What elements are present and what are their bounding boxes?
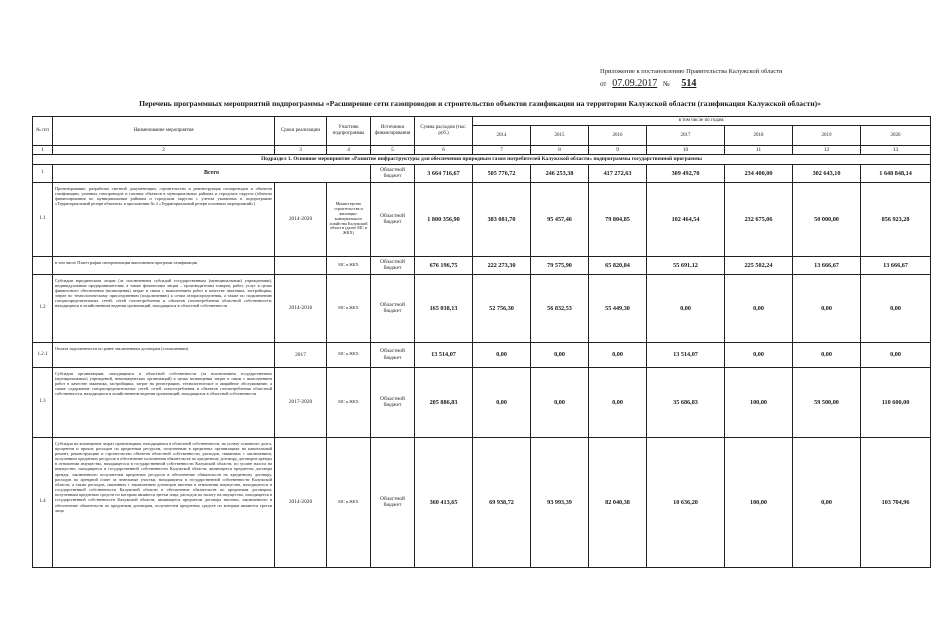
row-total: 3 664 716,67 bbox=[415, 164, 473, 182]
row-year-value: 102 464,54 bbox=[647, 182, 725, 256]
row-name: Оплата задолженности по ранее заключенным договорам (соглашениям) bbox=[53, 342, 275, 367]
row-year-value: 95 457,46 bbox=[531, 182, 589, 256]
row-year-value: 505 776,72 bbox=[473, 164, 531, 182]
row-participant: МС и ЖКХ bbox=[327, 274, 371, 342]
column-index: 9 bbox=[589, 146, 647, 155]
column-index: 3 bbox=[275, 146, 327, 155]
header-num: № п/п bbox=[33, 117, 53, 146]
row-num: 1.2.1 bbox=[33, 342, 53, 367]
row-year-value: 0,00 bbox=[531, 342, 589, 367]
decree-number: 514 bbox=[681, 78, 697, 89]
row-year-value: 79 804,85 bbox=[589, 182, 647, 256]
row-year-value: 79 575,90 bbox=[531, 256, 589, 274]
row-participant: МС и ЖКХ bbox=[327, 342, 371, 367]
decree-date: 07.09.2017 bbox=[612, 78, 658, 89]
header-year: 2016 bbox=[589, 126, 647, 146]
column-index: 12 bbox=[793, 146, 861, 155]
header-sources: Источники финансирования bbox=[371, 117, 415, 146]
table-row-total bbox=[33, 164, 931, 182]
row-name: Субсидии организациям, находящимся в областной собственности (за исключением государственных (муниципальных) учреждений, некоммерческих организаций) в целях возмещения затрат в связи с выполнением работ в качестве заказчика, застройщика, затрат на регистрацию, технологическое и аварийное обслуживание, а также содержание газораспределительных сетей, сетей газопотребления и объектов газопотребления областной собственности, находящихся в хозяйственном ведении организаций, находящихся в областной собственности bbox=[53, 367, 275, 437]
row-year-value: 0,00 bbox=[861, 342, 931, 367]
header-year: 2019 bbox=[793, 126, 861, 146]
row-year-value: 417 272,63 bbox=[589, 164, 647, 182]
column-index-row bbox=[33, 146, 931, 155]
column-index: 6 bbox=[415, 146, 473, 155]
row-year-value: 13 666,67 bbox=[793, 256, 861, 274]
row-year-value: 246 253,38 bbox=[531, 164, 589, 182]
column-index: 7 bbox=[473, 146, 531, 155]
row-year-value: 52 756,30 bbox=[473, 274, 531, 342]
attachment-note: Приложение к постановлению Правительства Калужской области bbox=[600, 68, 783, 75]
table-row bbox=[33, 437, 931, 567]
row-year-value: 0,00 bbox=[793, 437, 861, 567]
row-year-value: 222 273,30 bbox=[473, 256, 531, 274]
row-year-value: 225 502,24 bbox=[725, 256, 793, 274]
row-year-value: 309 492,70 bbox=[647, 164, 725, 182]
number-label: № bbox=[662, 80, 670, 88]
header-year: 2020 bbox=[861, 126, 931, 146]
row-year-value: 302 643,10 bbox=[793, 164, 861, 182]
header-participants: Участник подпрограммы bbox=[327, 117, 371, 146]
row-period: 2017 bbox=[275, 342, 327, 367]
row-year-value: 0,00 bbox=[725, 274, 793, 342]
row-num: 1.3 bbox=[33, 367, 53, 437]
row-total: 165 038,13 bbox=[415, 274, 473, 342]
row-year-value: 0,00 bbox=[793, 274, 861, 342]
row-year-value: 0,00 bbox=[531, 367, 589, 437]
column-index: 11 bbox=[725, 146, 793, 155]
row-year-value: 103 704,96 bbox=[861, 437, 931, 567]
row-num: 1.2 bbox=[33, 274, 53, 342]
column-index: 5 bbox=[371, 146, 415, 155]
row-year-value: 13 514,07 bbox=[647, 342, 725, 367]
row-year-value: 93 993,39 bbox=[531, 437, 589, 567]
row-year-value: 59 500,00 bbox=[793, 367, 861, 437]
row-source: Областной бюджет bbox=[371, 342, 415, 367]
row-year-value: 10 636,20 bbox=[647, 437, 725, 567]
row-period: 2014-2016 bbox=[275, 274, 327, 342]
row-year-value: 65 820,84 bbox=[589, 256, 647, 274]
row-year-value: 100,00 bbox=[725, 437, 793, 567]
row-year-value: 0,00 bbox=[793, 342, 861, 367]
from-label: от bbox=[600, 80, 607, 88]
row-year-value: 69 938,72 bbox=[473, 437, 531, 567]
row-total: 1 800 356,90 bbox=[415, 182, 473, 256]
row-year-value: 55 449,30 bbox=[589, 274, 647, 342]
row-name: Всего bbox=[53, 164, 371, 182]
row-year-value: 383 081,70 bbox=[473, 182, 531, 256]
row-year-value: 50 000,00 bbox=[793, 182, 861, 256]
header-by-years: в том числе по годам: bbox=[473, 117, 931, 126]
column-index: 2 bbox=[53, 146, 275, 155]
row-year-value: 0,00 bbox=[589, 342, 647, 367]
row-num bbox=[33, 256, 53, 274]
header-year: 2017 bbox=[647, 126, 725, 146]
measures-table bbox=[32, 116, 931, 568]
header-year: 2015 bbox=[531, 126, 589, 146]
row-year-value: 110 600,00 bbox=[861, 367, 931, 437]
row-name: Субсидия на возмещение затрат организациям, находящимся в областной собственности, на уплату основного долга, процентов и прочих расходов по кредитным ресурсам, полученным в кредитных организациях на капитальный ремонт, реконструкцию и строительство объектов областной собственности, расходов, связанных с заключением, получением кредитных ресурсов в обеспечение исполнения обязательств по кредитному договору, договоров аренды в отношении имущества, находящегося в государственной собственности Калужской области, по уплате налога на имущество, находящееся в государственной собственности Калужской области, являющееся предметом договора аренды, заключенного получателем кредитных ресурсов в обеспечение обязательств по кредитному договору, расходов по арендной плате за земельные участки, находящиеся в государственной собственности Калужской области, а также расходов, связанных с заключением договоров ипотеки в отношении имущества, находящегося в государственной собственности Калужской области в обеспечение обязательств по кредитным договорам, полученным кредитных средств по которым являются третьи лица, расходов по налогу на имущество, находящееся в государственной собственности Калужской области, являющееся предметом договора ипотеки, заключенного в обеспечение обязательств по кредитным договорам, получателем кредитных средств по которым являются третьи лица bbox=[53, 437, 275, 567]
row-year-value: 1 648 848,14 bbox=[861, 164, 931, 182]
table-row bbox=[33, 182, 931, 256]
row-num: 1 bbox=[33, 164, 53, 182]
decree-reference bbox=[600, 78, 696, 90]
column-index: 8 bbox=[531, 146, 589, 155]
row-source: Областной бюджет bbox=[371, 164, 415, 182]
row-num: 1.1 bbox=[33, 182, 53, 256]
row-year-value: 55 691,12 bbox=[647, 256, 725, 274]
row-total: 676 196,75 bbox=[415, 256, 473, 274]
column-index: 10 bbox=[647, 146, 725, 155]
row-name: в том числе План-график синхронизации выполнения программ газификации bbox=[53, 256, 275, 274]
table-row bbox=[33, 274, 931, 342]
row-year-value: 0,00 bbox=[647, 274, 725, 342]
row-total: 205 886,83 bbox=[415, 367, 473, 437]
row-year-value: 35 686,83 bbox=[647, 367, 725, 437]
row-source: Областной бюджет bbox=[371, 437, 415, 567]
row-year-value: 13 666,67 bbox=[861, 256, 931, 274]
row-year-value: 0,00 bbox=[473, 367, 531, 437]
header-period: Сроки реализации bbox=[275, 117, 327, 146]
row-year-value: 232 675,06 bbox=[725, 182, 793, 256]
row-year-value: 0,00 bbox=[473, 342, 531, 367]
row-name: Субсидии юридическим лицам (за исключением субсидий государственным (муниципальным) учреждениям), индивидуальным предпринимателям, а также физическим лицам – производителям товаров, работ, услуг в целях финансового обеспечения (возмещения) затрат в связи с выполнением работ в качестве заказчика, застройщика, затрат по технологическому присоединению (подключению) к сетям газораспределения, а также по подключению газораспределительных сетей, сетей газопотребления и объектов газопотребления областной собственности, находящихся в хозяйственном ведении организаций, находящихся в областной собственности bbox=[53, 274, 275, 342]
table-row bbox=[33, 367, 931, 437]
row-name: Проектирование, разработка сметной документации, строительство и реконструкция газопроводов и объектов газификации, уличных газопроводов и газовых объектов в муниципальных районах и городских округах (объекты финансирования по муниципальным районам и городским округам с учетом указанных в подпрограмме «Территориальный резерв объектов» в приложении № 2 «Территориальный резерв основных мероприятий») bbox=[53, 182, 275, 256]
row-year-value: 234 400,00 bbox=[725, 164, 793, 182]
row-period: 2014-2020 bbox=[275, 182, 327, 256]
row-source: Областной бюджет bbox=[371, 182, 415, 256]
row-year-value: 100,00 bbox=[725, 367, 793, 437]
table-row bbox=[33, 256, 931, 274]
row-total: 13 514,07 bbox=[415, 342, 473, 367]
row-participant: МС и ЖКХ bbox=[327, 367, 371, 437]
document-title: Перечень программных мероприятий подпрограммы «Расширение сети газопроводов и строительство объектов газификации на территории Калужской области (газификация Калужской области)» bbox=[139, 99, 821, 108]
table-row bbox=[33, 342, 931, 367]
row-source: Областной бюджет bbox=[371, 274, 415, 342]
row-participant: Министерство строительства и жилищно-коммунального хозяйства Калужской области (далее МС и ЖКХ) bbox=[327, 182, 371, 256]
row-year-value: 0,00 bbox=[725, 342, 793, 367]
row-year-value: 0,00 bbox=[861, 274, 931, 342]
row-year-value: 856 923,28 bbox=[861, 182, 931, 256]
column-index: 1 bbox=[33, 146, 53, 155]
row-period: 2014-2020 bbox=[275, 437, 327, 567]
row-period bbox=[275, 256, 327, 274]
subsection-heading: Подраздел 1. Основное мероприятие «Развитие инфраструктуры для обеспечения природным газом потребителей Калужской области» подпрограммы государственной программы bbox=[33, 155, 931, 164]
column-index: 4 bbox=[327, 146, 371, 155]
header-total: Сумма расходов (тыс. руб.) bbox=[415, 117, 473, 146]
header-year: 2018 bbox=[725, 126, 793, 146]
row-source: Областной бюджет bbox=[371, 367, 415, 437]
row-year-value: 56 832,53 bbox=[531, 274, 589, 342]
row-period: 2017-2020 bbox=[275, 367, 327, 437]
row-total: 360 413,65 bbox=[415, 437, 473, 567]
row-participant: МС и ЖКХ bbox=[327, 437, 371, 567]
column-index: 13 bbox=[861, 146, 931, 155]
header-year: 2014 bbox=[473, 126, 531, 146]
row-participant: МС и ЖКХ bbox=[327, 256, 371, 274]
row-source: Областной бюджет bbox=[371, 256, 415, 274]
row-year-value: 82 040,38 bbox=[589, 437, 647, 567]
header-name: Наименование мероприятия bbox=[53, 117, 275, 146]
row-num: 1.4 bbox=[33, 437, 53, 567]
row-year-value: 0,00 bbox=[589, 367, 647, 437]
